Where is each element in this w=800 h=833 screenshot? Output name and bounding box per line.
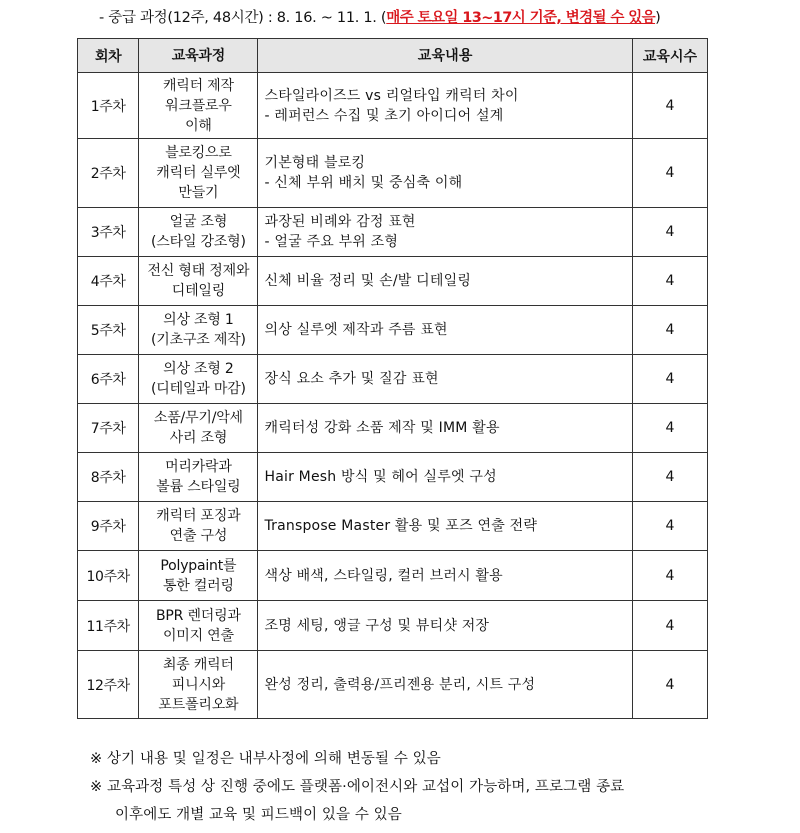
course-line: 만들기: [178, 185, 219, 201]
table-header-row: [78, 39, 708, 73]
table-row: [78, 404, 708, 453]
hours-cell: 4: [632, 355, 707, 404]
hours-cell: 4: [632, 257, 707, 306]
week-cell: 3주차: [78, 208, 139, 257]
course-cell: [139, 306, 258, 355]
week-cell: 2주차: [78, 139, 139, 208]
content-cell: [258, 404, 632, 453]
content-cell: [258, 306, 632, 355]
week-cell: 6주차: [78, 355, 139, 404]
content-line: - 얼굴 주요 부위 조형: [264, 234, 399, 250]
content-line: 조명 세팅, 앵글 구성 및 뷰티샷 저장: [264, 617, 490, 634]
content-line: 색상 배색, 스타일링, 컬러 브러시 활용: [264, 567, 503, 584]
table-row: [78, 73, 708, 139]
course-line: 디테일링: [171, 283, 226, 299]
content-line: 기본형태 블로킹: [264, 155, 366, 171]
course-cell: [139, 551, 258, 601]
course-cell: [139, 502, 258, 551]
footnote: ※ 교육과정 특성 상 진행 중에도 플랫폼·에이전시와 교섭이 가능하며, 프로그램 종료: [90, 779, 625, 795]
course-line: 피니시와: [171, 676, 226, 693]
hours-cell: 4: [632, 453, 707, 502]
content-cell: [258, 601, 632, 651]
table-row: [78, 208, 708, 257]
footnote: ※ 상기 내용 및 일정은 내부사정에 의해 변동될 수 있음: [90, 751, 441, 767]
week-cell: 12주차: [78, 651, 139, 719]
course-cell: [139, 139, 258, 208]
course-line: 의상 조형 1: [163, 312, 234, 328]
content-line: 의상 실루엣 제작과 주름 표현: [264, 322, 448, 338]
content-line: 완성 정리, 출력용/프리젠용 분리, 시트 구성: [264, 676, 536, 693]
course-line: 머리카락과: [165, 459, 232, 475]
header-week: 회차: [78, 39, 139, 73]
week-cell: 4주차: [78, 257, 139, 306]
content-line: - 레퍼런스 수집 및 초기 아이디어 설계: [264, 107, 504, 124]
week-cell: 8주차: [78, 453, 139, 502]
week-cell: 11주차: [78, 601, 139, 651]
header-content: 교육내용: [258, 39, 632, 73]
content-line: 스타일라이즈드 vs 리얼타입 캐릭터 차이: [264, 87, 519, 104]
course-line: 이미지 연출: [162, 627, 234, 644]
course-cell: [139, 355, 258, 404]
hours-cell: 4: [632, 551, 707, 601]
table-row: [78, 601, 708, 651]
hours-cell: 4: [632, 404, 707, 453]
content-line: 장식 요소 추가 및 질감 표현: [264, 371, 439, 387]
hours-cell: 4: [632, 651, 707, 719]
content-cell: [258, 551, 632, 601]
course-line: Polypaint를: [160, 557, 237, 574]
course-line: 얼굴 조형: [169, 214, 228, 230]
week-cell: 9주차: [78, 502, 139, 551]
content-cell: [258, 257, 632, 306]
course-line: 이해: [185, 117, 212, 134]
content-cell: [258, 453, 632, 502]
hours-cell: 4: [632, 601, 707, 651]
course-summary-suffix: ): [655, 10, 661, 26]
course-line: 의상 조형 2: [163, 361, 234, 377]
course-line: 볼륨 스타일링: [156, 479, 241, 495]
week-cell: 1주차: [78, 73, 139, 139]
table-row: [78, 306, 708, 355]
course-line: 연출 구성: [169, 528, 228, 544]
table-row: [78, 651, 708, 719]
course-line: 통한 컬러링: [162, 577, 234, 594]
week-cell: 7주차: [78, 404, 139, 453]
hours-cell: 4: [632, 139, 707, 208]
hours-cell: 4: [632, 73, 707, 139]
content-cell: [258, 139, 632, 208]
course-summary-line: [99, 6, 660, 27]
content-line: 신체 비율 정리 및 손/발 디테일링: [264, 273, 472, 289]
course-line: 사리 조형: [169, 430, 228, 446]
content-line: 캐릭터성 강화 소품 제작 및 IMM 활용: [264, 420, 500, 436]
course-cell: [139, 601, 258, 651]
content-line: - 신체 부위 배치 및 중심축 이해: [264, 175, 463, 191]
curriculum-table: [77, 38, 708, 719]
course-line: BPR 렌더링과: [156, 607, 241, 624]
course-line: 워크플로우: [165, 97, 232, 114]
week-cell: 5주차: [78, 306, 139, 355]
course-line: 블로킹으로: [165, 145, 232, 161]
content-cell: [258, 73, 632, 139]
course-line: 캐릭터 실루엣: [156, 165, 241, 181]
week-cell: 10주차: [78, 551, 139, 601]
header-course: 교육과정: [139, 39, 258, 73]
course-cell: [139, 257, 258, 306]
content-line: 과장된 비례와 감정 표현: [264, 214, 416, 230]
course-line: 소품/무기/악세: [153, 410, 243, 426]
course-line: (디테일과 마감): [151, 381, 246, 397]
content-line: Transpose Master 활용 및 포즈 연출 전략: [264, 518, 538, 534]
course-cell: [139, 651, 258, 719]
course-summary-prefix: - 중급 과정(12주, 48시간) : 8. 16. ~ 11. 1. (: [99, 10, 387, 26]
content-cell: [258, 502, 632, 551]
course-line: 전신 형태 정제와: [147, 263, 250, 279]
content-line: Hair Mesh 방식 및 헤어 실루엣 구성: [264, 469, 497, 485]
table-row: [78, 453, 708, 502]
header-hours: 교육시수: [632, 39, 707, 73]
course-line: 캐릭터 포징과: [156, 508, 241, 524]
content-cell: [258, 651, 632, 719]
table-row: [78, 355, 708, 404]
table-row: [78, 551, 708, 601]
course-cell: [139, 73, 258, 139]
course-line: 포트폴리오화: [158, 696, 239, 713]
course-line: 캐릭터 제작: [162, 77, 234, 94]
hours-cell: 4: [632, 306, 707, 355]
schedule-notice: 매주 토요일 13~17시 기준, 변경될 수 있음: [386, 10, 656, 26]
course-line: (기초구조 제작): [151, 332, 246, 348]
footnotes: [90, 745, 624, 829]
table-row: [78, 502, 708, 551]
course-cell: [139, 208, 258, 257]
table-row: [78, 139, 708, 208]
table-row: [78, 257, 708, 306]
course-line: 최종 캐릭터: [162, 656, 234, 673]
footnote-continuation: 이후에도 개별 교육 및 피드백이 있을 수 있음: [115, 807, 402, 823]
course-cell: [139, 404, 258, 453]
content-cell: [258, 355, 632, 404]
hours-cell: 4: [632, 502, 707, 551]
course-line: (스타일 강조형): [151, 234, 246, 250]
hours-cell: 4: [632, 208, 707, 257]
course-cell: [139, 453, 258, 502]
content-cell: [258, 208, 632, 257]
